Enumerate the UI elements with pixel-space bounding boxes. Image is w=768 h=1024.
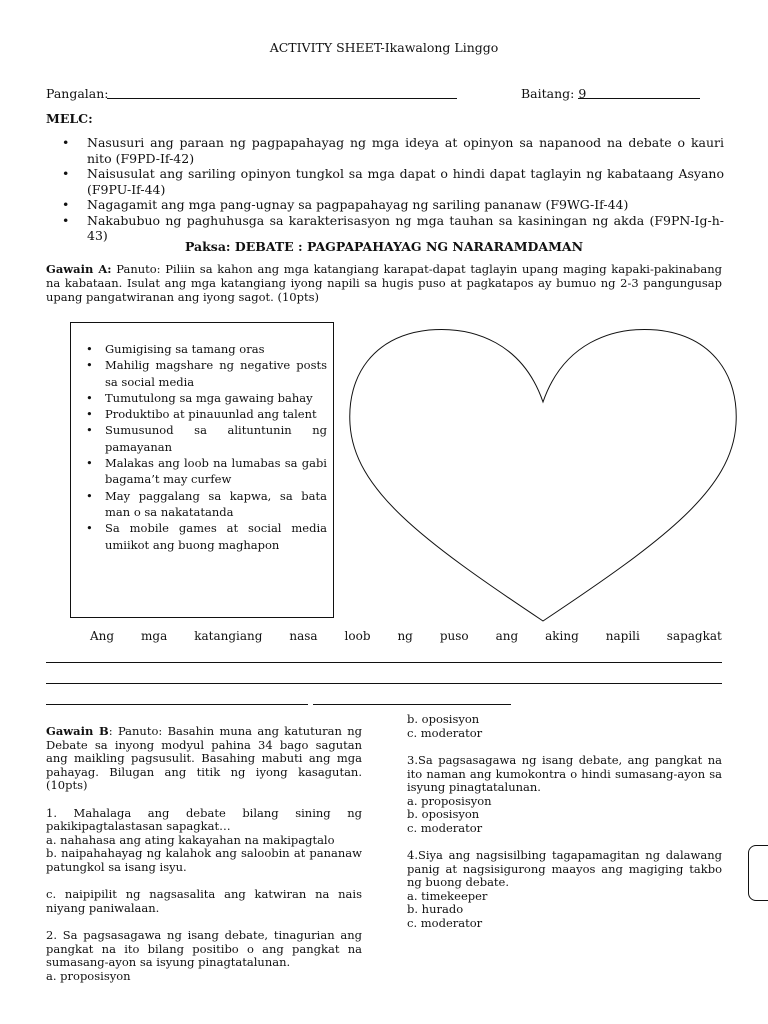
list-item bbox=[62, 135, 724, 166]
gawain-b-instructions bbox=[46, 725, 362, 793]
melc-text: Nagagamit ang mga pang-ugnay sa pagpapahayag ng sariling pananaw (F9WG-If-44) bbox=[87, 197, 629, 212]
list-item bbox=[62, 197, 724, 213]
gawain-b-right-column bbox=[407, 713, 722, 930]
answer-line[interactable] bbox=[46, 683, 722, 684]
melc-heading: MELC: bbox=[46, 111, 93, 126]
answer-word: nasa bbox=[289, 629, 318, 643]
choice-1b[interactable]: b. naipahahayag ng kalahok ang saloobin at pananaw patungkol sa isang isyu. bbox=[46, 846, 362, 874]
gawain-b-left-column bbox=[46, 725, 362, 983]
list-item bbox=[82, 341, 327, 357]
page-title: ACTIVITY SHEET-Ikawalong Linggo bbox=[269, 40, 499, 55]
trait-text: Tumutulong sa mga gawaing bahay bbox=[105, 390, 313, 405]
list-item bbox=[62, 166, 724, 197]
choice-4c[interactable]: c. moderator bbox=[407, 915, 483, 930]
gawain-b-text: : Panuto: Basahin muna ang katuturan ng Debate sa inyong modyul pahina 34 bago sagutan ang maikling pagsusulit. Basahing mabuti ang mga pahayag. Bilugan ang titik ng iyong kasagutan. (10pts) bbox=[46, 724, 363, 792]
answer-line[interactable] bbox=[46, 704, 308, 705]
choice-2c[interactable]: c. moderator bbox=[407, 725, 483, 740]
bullet-icon: • bbox=[86, 488, 93, 503]
bullet-icon: • bbox=[86, 358, 93, 373]
list-item bbox=[82, 488, 327, 521]
name-field[interactable] bbox=[107, 86, 457, 99]
choice-1a[interactable]: a. nahahasa ang ating kakayahan na makipagtalo bbox=[46, 832, 335, 847]
gawain-a-label: Gawain A: bbox=[46, 262, 112, 276]
question-3: 3.Sa pagsasagawa ng isang debate, ang pangkat na ito naman ang kumokontra o hindi sumasang-ayon sa isyung pinagtatalunan. bbox=[407, 753, 722, 794]
bullet-icon: • bbox=[86, 456, 93, 471]
trait-text: Gumigising sa tamang oras bbox=[105, 342, 265, 356]
choice-3b[interactable]: b. oposisyon bbox=[407, 807, 480, 821]
list-item bbox=[82, 520, 327, 553]
answer-word: ang bbox=[495, 629, 519, 643]
trait-text: May paggalang sa kapwa, sa bata man o sa nakatatanda bbox=[105, 488, 327, 519]
bullet-icon: • bbox=[86, 521, 93, 536]
heart-shape-icon[interactable] bbox=[345, 324, 741, 624]
list-item bbox=[82, 455, 327, 488]
bullet-icon: • bbox=[62, 135, 70, 150]
question-2: 2. Sa pagsasagawa ng isang debate, tinagurian ang pangkat na ito bilang positibo o ang pangkat na sumasang-ayon sa isyung pinagtatalunan. bbox=[46, 928, 362, 969]
traits-list bbox=[82, 341, 327, 553]
bullet-icon: • bbox=[86, 423, 93, 438]
choice-3a[interactable]: a. proposisyon bbox=[407, 793, 492, 808]
melc-text: Nasusuri ang paraan ng pagpapahayag ng mga ideya at opinyon sa napanood na debate o kauri nito (F9PD-If-42) bbox=[87, 135, 724, 166]
bullet-icon: • bbox=[62, 212, 70, 228]
list-item bbox=[82, 406, 327, 422]
choice-1c[interactable]: c. naipipilit ng nagsasalita ang katwiran na nais niyang paniwalaan. bbox=[46, 887, 362, 915]
melc-text: Naisusulat ang sariling opinyon tungkol sa mga dapat o hindi dapat taglayin ng kabataang Asyano (F9PU-If-44) bbox=[87, 166, 724, 197]
answer-word: sapagkat bbox=[666, 629, 722, 643]
choice-2b[interactable]: b. oposisyon bbox=[407, 712, 480, 726]
melc-list bbox=[62, 135, 724, 244]
page-side-tab[interactable] bbox=[748, 845, 768, 901]
answer-word: Ang bbox=[90, 629, 115, 643]
bullet-icon: • bbox=[62, 166, 70, 181]
bullet-icon: • bbox=[86, 342, 93, 356]
list-item bbox=[82, 390, 327, 406]
answer-line[interactable] bbox=[46, 662, 722, 663]
topic-heading: Paksa: DEBATE : PAGPAPAHAYAG NG NARARAMDAMAN bbox=[184, 239, 584, 254]
answer-word: napili bbox=[605, 629, 640, 643]
choice-3c[interactable]: c. moderator bbox=[407, 820, 483, 835]
choice-2a[interactable]: a. proposisyon bbox=[46, 968, 131, 983]
grade-label: Baitang: 9 bbox=[521, 86, 587, 101]
question-1: 1. Mahalaga ang debate bilang sining ng pakikipagtalastasan sapagkat… bbox=[46, 805, 362, 833]
answer-prompt bbox=[90, 629, 722, 643]
trait-text: Sumusunod sa alituntunin ng pamayanan bbox=[105, 423, 327, 454]
list-item bbox=[82, 357, 327, 390]
name-label: Pangalan: bbox=[46, 86, 109, 101]
gawain-b-label: Gawain B bbox=[46, 724, 109, 738]
trait-text: Malakas ang loob na lumabas sa gabi bagama’t may curfew bbox=[105, 456, 327, 487]
bullet-icon: • bbox=[62, 197, 70, 212]
bullet-icon: • bbox=[86, 390, 93, 405]
trait-text: Sa mobile games at social media umiikot ang buong maghapon bbox=[105, 521, 327, 552]
trait-text: Mahilig magshare ng negative posts sa social media bbox=[105, 358, 327, 389]
answer-word: mga bbox=[141, 629, 168, 643]
answer-word: loob bbox=[344, 629, 371, 643]
bullet-icon: • bbox=[86, 407, 93, 422]
answer-word: aking bbox=[545, 629, 579, 643]
list-item bbox=[82, 422, 327, 455]
question-4: 4.Siya ang nagsisilbing tagapamagitan ng dalawang panig at nagsisigurong maayos ang magiging takbo ng buong debate. bbox=[407, 848, 722, 889]
choice-4a[interactable]: a. timekeeper bbox=[407, 888, 488, 903]
answer-word: ng bbox=[397, 629, 413, 643]
choice-4b[interactable]: b. hurado bbox=[407, 902, 464, 916]
gawain-a-instructions bbox=[46, 262, 722, 304]
grade-field[interactable] bbox=[578, 86, 700, 99]
gawain-a-text: Panuto: Piliin sa kahon ang mga katangiang karapat-dapat taglayin upang maging kapaki-pakinabang na kabataan. Isulat ang mga katangiang iyong napili sa hugis puso at pagkatapos ay bumuo ng 2-3 pangungusap upang pangatwiranan ang iyong sagot. (10pts) bbox=[46, 262, 722, 304]
trait-text: Produktibo at pinauunlad ang talent bbox=[105, 407, 317, 422]
answer-line[interactable] bbox=[313, 704, 511, 705]
melc-text: Nakabubuo ng paghuhusga sa karakterisasyon ng mga tauhan sa kasiningan ng akda (F9PN-Ig-h-43) bbox=[87, 212, 724, 243]
answer-word: puso bbox=[439, 629, 469, 643]
answer-word: katangiang bbox=[194, 629, 263, 643]
